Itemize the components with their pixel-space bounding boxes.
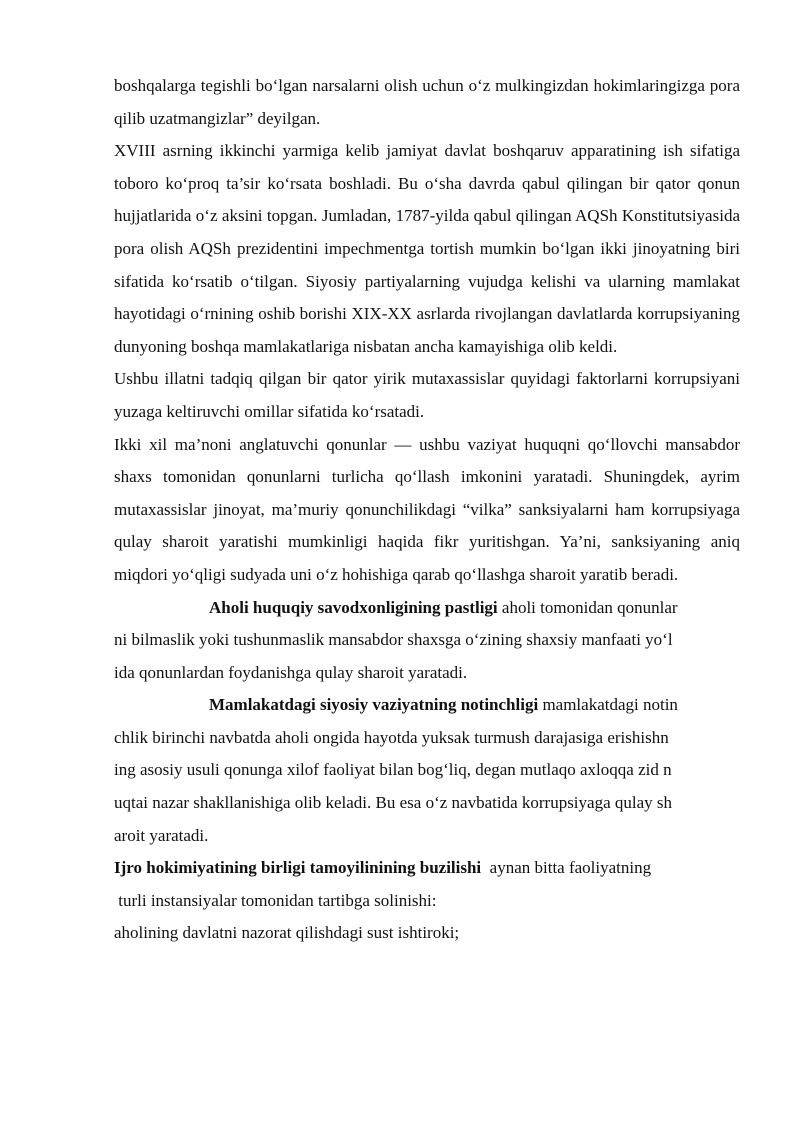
text-line: chlik birinchi navbatda aholi ongida hayotda yuksak turmush darajasiga erishishn [114, 727, 669, 747]
paragraph-factors-intro: Ushbu illatni tadqiq qilgan bir qator yirik mutaxassislar quyidagi faktorlarni korrupsiyani yuzaga keltiruvchi omillar sifatida ko‘rsatadi. [114, 369, 740, 421]
text-line: aroit yaratadi. [114, 825, 209, 845]
text-line: ing asosiy usuli qonunga xilof faoliyat bilan bog‘liq, degan mutlaqo axloqqa zid n [114, 760, 672, 780]
text-line: aynan bitta faoliyatning [481, 858, 652, 878]
bold-term-legal-literacy: Aholi huquqiy savodxonligining pastligi [209, 597, 498, 617]
paragraph-history: XVIII asrning ikkinchi yarmiga kelib jamiyat davlat boshqaruv apparatining ish sifatiga toboro ko‘proq ta’sir ko‘rsata boshladi. Bu o‘sha davrda qabul qilingan bir qator qonun hujjatlarida o‘z aksini topgan. Jumladan, 1787-yilda qabul qilingan AQSh Konstitutsiyasida pora olish AQSh prezidentini impechmentga tortish mumkin bo‘lgan ikki jinoyatning biri sifatida ko‘rsatib o‘tilgan. Siyosiy partiyalarning vujudga kelishi va ularning mamlakat hayotidagi o‘rnining oshib borishi XIX-XX asrlarda rivojlangan davlatlarda korrupsiyaning dunyoning boshqa mamlakatlariga nisbatan ancha kamayishiga olib keldi. [114, 141, 740, 356]
text-line: mamlakatdagi notin [538, 695, 678, 715]
paragraph-legal-literacy [114, 592, 740, 690]
text-line: ni bilmaslik yoki tushunmaslik mansabdor shaxsga o‘zining shaxsiy manfaati yo‘l [114, 630, 673, 650]
bold-term-political-instability: Mamlakatdagi siyosiy vaziyatning notinchligi [209, 695, 539, 715]
paragraph-quote-end: boshqalarga tegishli bo‘lgan narsalarni olish uchun o‘z mulkingizdan hokimlaringizga pora qilib uzatmangizlar” deyilgan. [114, 76, 740, 128]
bold-term-executive-unity: Ijro hokimiyatining birligi tamoyilinining buzilishi [114, 858, 482, 878]
document-body [114, 70, 740, 950]
text-line: uqtai nazar shakllanishiga olib keladi. Bu esa o‘z navbatida korrupsiyaga qulay sh [114, 793, 673, 813]
paragraph-executive-unity [114, 852, 740, 917]
text-line: turli instansiyalar tomonidan tartibga solinishi: [114, 890, 437, 910]
text-line: aholi tomonidan qonunlar [497, 597, 678, 617]
paragraph-political-instability [114, 689, 740, 852]
text-line: ida qonunlardan foydanishga qulay sharoit yaratadi. [114, 662, 468, 682]
paragraph-ambiguous-laws: Ikki xil ma’noni anglatuvchi qonunlar — ushbu vaziyat huquqni qo‘llovchi mansabdor shaxs tomonidan qonunlarni turlicha qo‘llash imkonini yaratadi. Shuningdek, ayrim mutaxassislar jinoyat, ma’muriy qonunchilikdagi “vilka” sanksiyalarni ham korrupsiyaga qulay sharoit yaratishi mumkinligi haqida fikr yuritishgan. Ya’ni, sanksiyaning aniq miqdori yo‘qligi sudyada uni o‘z hohishiga qarab qo‘llashga sharoit yaratib beradi. [114, 434, 740, 584]
paragraph-citizen-participation: aholining davlatni nazorat qilishdagi sust ishtiroki; [114, 923, 460, 943]
